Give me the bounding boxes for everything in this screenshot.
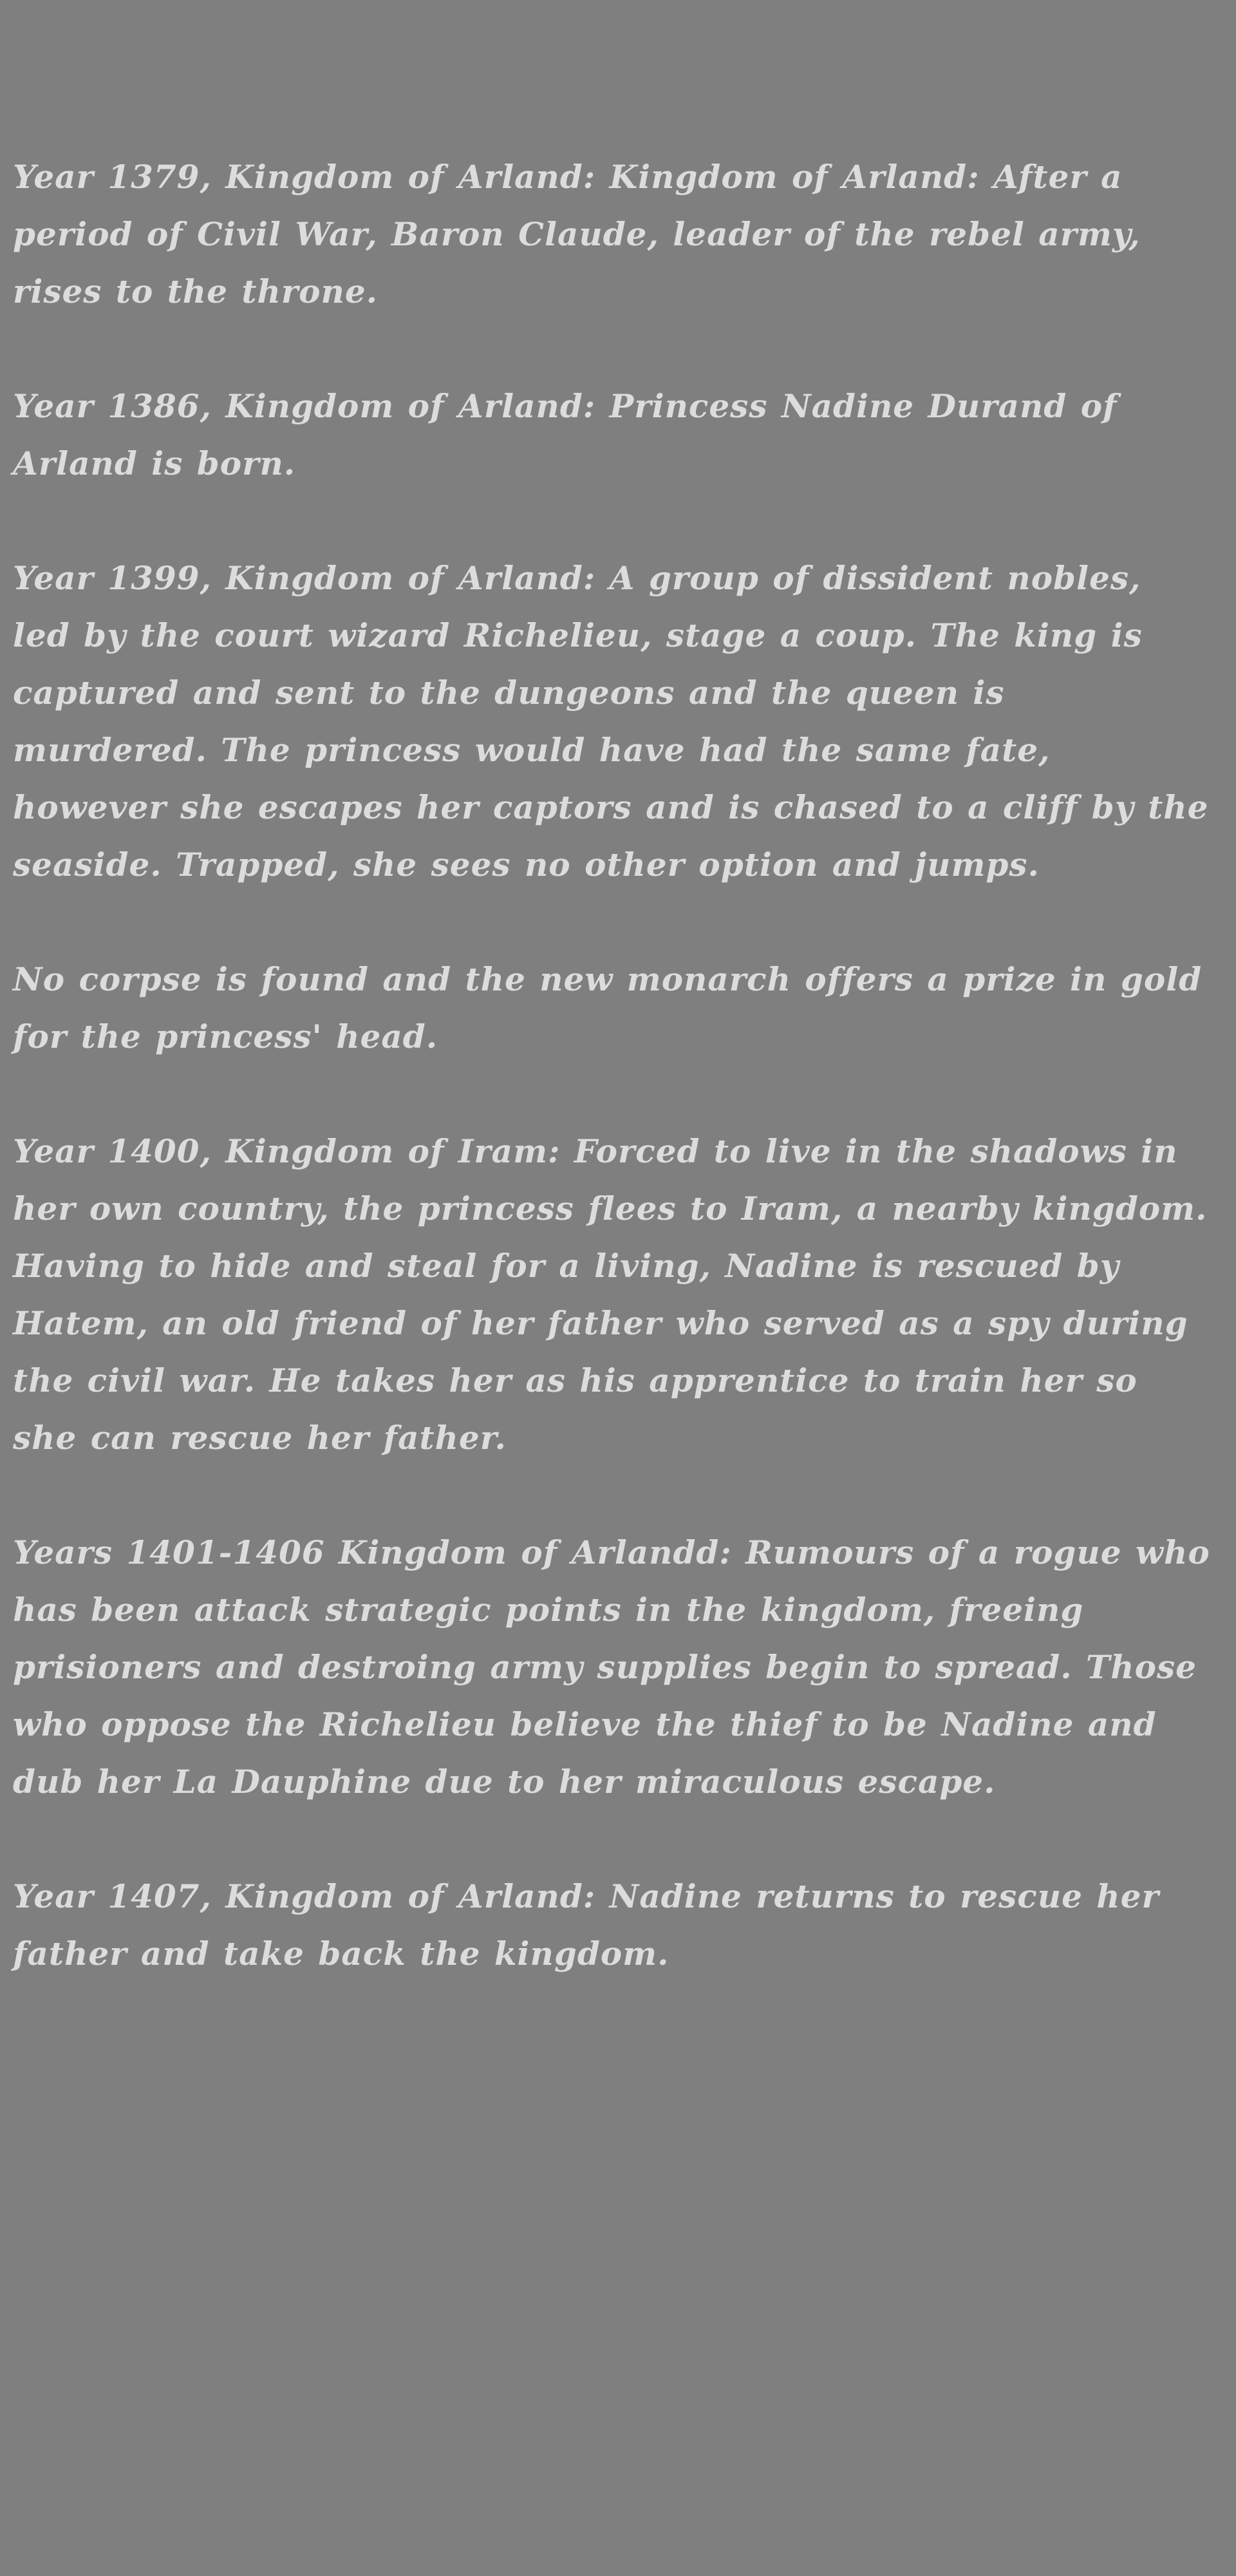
timeline-entry-1400: Year 1400, Kingdom of Iram: Forced to live in the shadows in her own country, the princess flees to Iram, a nearby kingdom. Having to hide and steal for a living, Nadine is rescued by Hatem, an old friend of her father who served as a spy during the civil war. He takes her as his apprentice to train her so she can rescue her father.	[13, 1132, 1208, 1457]
timeline-entry-1386: Year 1386, Kingdom of Arland: Princess Nadine Durand of Arland is born.	[13, 387, 1118, 482]
story-timeline	[13, 148, 1210, 2040]
timeline-entry-1399: Year 1399, Kingdom of Arland: A group of dissident nobles, led by the court wizard Richelieu, stage a coup. The king is captured and sent to the dungeons and the queen is murdered. The princess would have had the same fate, however she escapes her captors and is chased to a cliff by the seaside. Trapped, she sees no other option and jumps.	[13, 559, 1209, 884]
timeline-entry-1379: Year 1379, Kingdom of Arland: Kingdom of Arland: After a period of Civil War, Baron Claude, leader of the rebel army, rises to the throne.	[13, 158, 1141, 310]
timeline-entry-1401-1406: Years 1401-1406 Kingdom of Arlandd: Rumours of a rogue who has been attack strategic points in the kingdom, freeing prisioners and destroing army supplies begin to spread. Those who oppose the Richelieu believe the thief to be Nadine and dub her La Dauphine due to her miraculous escape.	[13, 1533, 1210, 1801]
timeline-entry-prize: No corpse is found and the new monarch offers a prize in gold for the princess' head.	[13, 960, 1203, 1056]
timeline-entry-1407: Year 1407, Kingdom of Arland: Nadine returns to rescue her father and take back the kingdom.	[13, 1877, 1159, 1973]
